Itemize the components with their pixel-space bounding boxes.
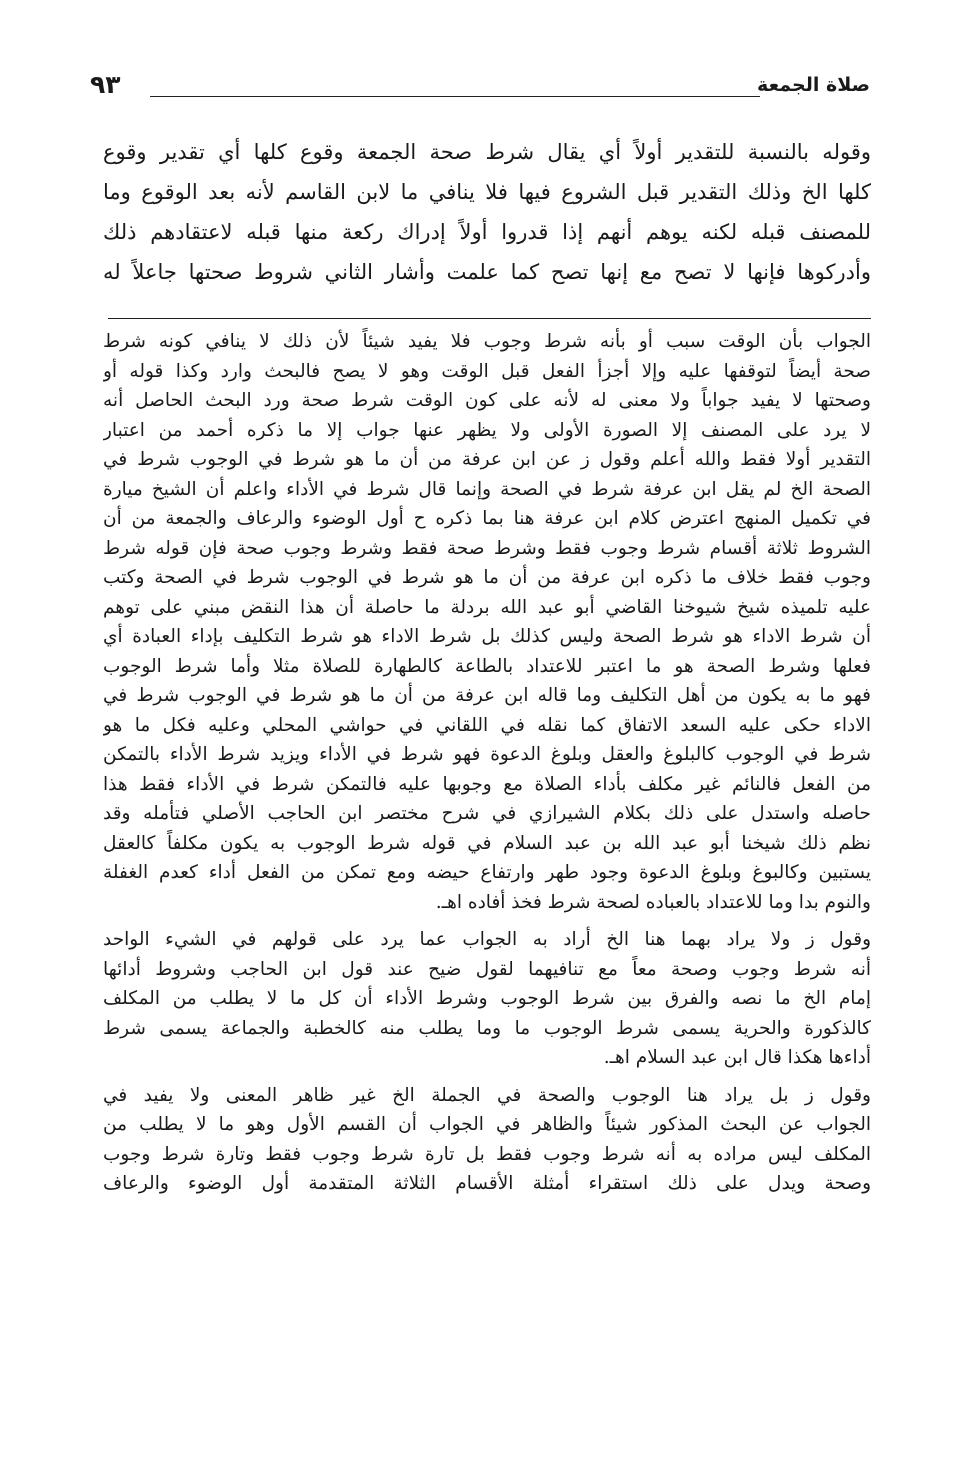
note-line: الجواب عن البحث المذكور شيئاً والظاهر في الجواب أن القسم الأول وهو ما لا يطلب من [103, 1114, 871, 1135]
note-line: من الفعل فالنائم غير مكلف بأداء الصلاة مع وجوبها عليه فالتمكن شرط في الأداء فقط هذا [103, 773, 871, 795]
header-rule [150, 96, 760, 97]
note-line: وجوب فقط خلاف ما ذكره ابن عرفة من أن ما هو شرط في الوجوب شرط في الصحة وكتب [103, 567, 871, 588]
note-line: لا يرد على المصنف إلا الصورة الأولى ولا يظهر عنها جواب إلا ما ذكره أحمد من اعتبار [103, 419, 871, 441]
note-line: شرط في الوجوب كالبلوغ والعقل وبلوغ الدعوة فهو شرط في الأداء ويزيد شرط الأداء بالتمكن [103, 744, 871, 765]
note-line: وصحتها لا يفيد جواباً ولا معنى له لأنه على كون الوقت شرط صحة ورد البحث الحاصل أنه [103, 390, 871, 411]
note-line: وقول ز بل يراد هنا الوجوب والصحة في الجملة الخ غير ظاهر المعنى ولا يفيد في [103, 1084, 871, 1106]
note-line: التقدير أولا فقط والله أعلم وقول ز عن ابن عرفة من أن ما هو شرط في الوجوب شرط في [103, 449, 871, 470]
note-line: يستبين وكالبوغ وبلوغ الدعوة وجود طهر وارتفاع حيضه ومع تمكن من الفعل أداء كعدم الغفلة [103, 862, 871, 883]
note-line: عليه تلميذه شيخ شيوخنا القاضي أبو عبد الله بردلة ما حاصلة أن هذا النقض مبني على توهم [103, 596, 871, 618]
running-title: صلاة الجمعة [757, 74, 870, 96]
note-line: فعلها وشرط الصحة هو ما اعتبر للاعتداد بالطاعة كالطهارة للصلاة مثلا وأما شرط الوجوب [103, 655, 871, 677]
notes-paragraph-3 [103, 1081, 871, 1199]
note-line: كالذكورة والحرية يسمى شرط الوجوب ما وما يطلب منه كالخطبة والجماعة يسمى شرط [103, 1017, 871, 1039]
note-line: وصحة ويدل على ذلك استقراء أمثلة الأقسام الثلاثة المتقدمة أول الوضوء والرعاف [103, 1173, 871, 1194]
note-line: نظم ذلك شيخنا أبو عبد الله بن عبد السلام في قوله شرط الوجوب به يكون مكلفاً كالعقل [103, 832, 871, 854]
note-line: المكلف ليس مراده به أنه شرط وجوب فقط بل تارة شرط وجوب فقط وتارة شرط وجوب [103, 1143, 871, 1165]
note-line: الجواب بأن الوقت سبب أو بأنه شرط وجوب فلا يفيد شيئاً لأن ذلك لا ينافي كونه شرط [103, 331, 871, 352]
commentary-notes [103, 327, 871, 1207]
note-line: في تكميل المنهج اعترض كلام ابن عرفة هنا بما ذكره ح أول الوضوء والرعاف والجمعة من أن [103, 508, 871, 529]
note-line: الشروط ثلاثة أقسام شرط وجوب فقط وشرط صحة فقط وشرط وجوب صحة فإن قوله شرط [103, 537, 871, 559]
note-line: الاداء حكى عليه السعد الاتفاق كما نقله في اللقاني في حواشي المحلي وعليه فكل ما هو [103, 714, 871, 736]
page-header [90, 70, 870, 110]
note-line: وقول ز ولا يراد بهما هنا الخ أراد به الجواب عما يرد على قولهم في الشيء الواحد [103, 929, 871, 950]
main-line: وقوله بالنسبة للتقدير أولاً أي يقال شرط صحة الجمعة وقوع كلها أي تقدير وقوع [103, 140, 871, 164]
note-line: حاصله واستدل على ذلك بكلام الشيرازي في شرح مختصر ابن الحاجب الأصلي فتأمله وقد [103, 803, 871, 824]
note-line: فهو ما به يكون من أهل التكليف وما قاله ابن عرفة من أن ما هو شرط في الوجوب شرط في [103, 685, 871, 706]
note-line: أن شرط الاداء هو شرط الصحة وليس كذلك بل شرط الاداء هو شرط التكليف بإداء العبادة أي [103, 626, 871, 647]
notes-paragraph-1 [103, 327, 871, 917]
main-line: كلها الخ وذلك التقدير قبل الشروع فيها فلا ينافي ما لابن القاسم لأنه بعد الوقوع وما [103, 180, 871, 204]
footnote-divider [108, 318, 871, 319]
note-line: والنوم بدا وما للاعتداد بالعباده لصحة شرط فخذ أفاده اهـ. [435, 891, 871, 913]
note-line: أنه شرط وجوب وصحة معاً مع تنافيهما لقول ضيح عند قول ابن الحاجب وشروط أدائها [103, 958, 871, 980]
page-number: ٩٣ [90, 70, 121, 99]
note-line: إمام الخ ما نصه والفرق بين شرط الوجوب وشرط الأداء أن كل ما لا يطلب من المكلف [103, 988, 871, 1009]
note-line: الصحة الخ لم يقل ابن عرفة شرط في الصحة وإنما قال شرط في الأداء واعلم أن الشيخ ميارة [103, 478, 871, 500]
note-line: صحة أيضاً لتوقفها عليه وإلا أجزأ الفعل قبل الوقت وهو لا يصح فالبحث وارد وكذا قوله أو [103, 360, 871, 382]
note-line: أداءها هكذا قال ابن عبد السلام اهـ. [603, 1047, 871, 1068]
notes-paragraph-2 [103, 925, 871, 1073]
main-line: للمصنف قبله لكنه يوهم أنهم إذا قدروا أولاً إدراك ركعة منها قبله لاعتقادهم ذلك [103, 220, 871, 244]
main-line: وأدركوها فإنها لا تصح مع إنها تصح كما علمت وأشار الثاني شروط صحتها جاعلاً له [103, 260, 871, 284]
main-text [103, 132, 871, 292]
